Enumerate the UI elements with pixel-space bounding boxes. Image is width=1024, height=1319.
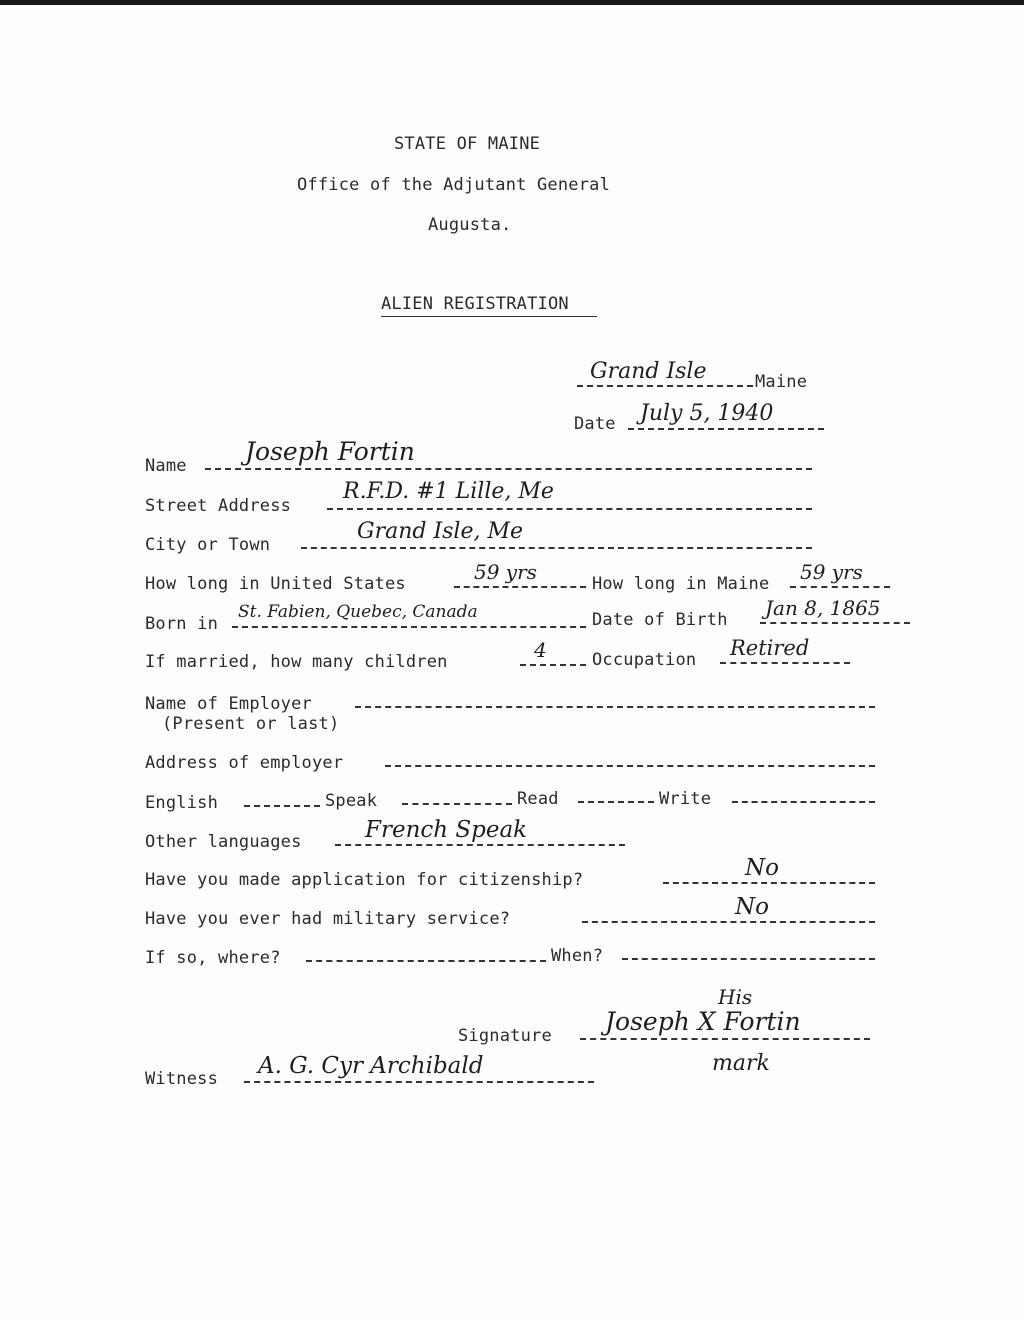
employer-address-label: Address of employer: [145, 753, 344, 773]
street-label: Street Address: [145, 496, 292, 516]
witness-value: A. G. Cyr Archibald: [258, 1053, 484, 1079]
write-line: [732, 801, 875, 803]
city-town-line: [301, 547, 812, 549]
write-label: Write: [659, 789, 712, 809]
if-so-where-line: [306, 960, 546, 962]
date-value: July 5, 1940: [640, 401, 774, 426]
occupation-label: Occupation: [592, 650, 697, 670]
when-label: When?: [551, 946, 604, 966]
street-value: R.F.D. #1 Lille, Me: [343, 479, 554, 504]
state-heading: STATE OF MAINE: [394, 134, 541, 154]
name-value: Joseph Fortin: [245, 437, 415, 466]
born-in-value: St. Fabien, Quebec, Canada: [238, 602, 478, 622]
maine-label: Maine: [755, 372, 808, 392]
signature-value: Joseph X Fortin: [605, 1007, 801, 1036]
how-long-us-value: 59 yrs: [474, 560, 537, 584]
street-line: [327, 508, 812, 510]
how-long-maine-value: 59 yrs: [800, 560, 863, 584]
how-long-maine-line: [790, 586, 890, 588]
born-in-label: Born in: [145, 614, 219, 634]
date-line: [628, 428, 824, 430]
town-value: Grand Isle: [590, 359, 707, 384]
office-heading: Office of the Adjutant General: [297, 175, 611, 195]
when-line: [622, 958, 875, 960]
read-label: Read: [517, 789, 559, 809]
born-in-line: [232, 626, 586, 628]
employer-address-line: [385, 765, 875, 767]
english-line: [244, 805, 320, 807]
date-of-birth-line: [760, 622, 910, 624]
signature-mark: mark: [712, 1051, 770, 1076]
children-value: 4: [534, 638, 547, 662]
form-title-underline: [381, 316, 597, 317]
signature-his: His: [718, 985, 753, 1009]
signature-line: [580, 1038, 870, 1040]
military-line: [582, 921, 875, 923]
date-of-birth-label: Date of Birth: [592, 610, 728, 630]
city-town-value: Grand Isle, Me: [357, 519, 524, 544]
read-line: [578, 801, 654, 803]
other-languages-line: [335, 844, 625, 846]
date-of-birth-value: Jan 8, 1865: [765, 596, 881, 620]
date-label: Date: [574, 414, 616, 434]
if-so-where-label: If so, where?: [145, 948, 281, 968]
occupation-line: [720, 662, 850, 664]
witness-label: Witness: [145, 1069, 219, 1089]
speak-label: Speak: [325, 791, 378, 811]
how-long-us-line: [454, 586, 586, 588]
english-label: English: [145, 793, 219, 813]
occupation-value: Retired: [730, 636, 810, 660]
name-line: [205, 468, 812, 470]
witness-line: [244, 1081, 594, 1083]
speak-line: [402, 803, 512, 805]
name-label: Name: [145, 456, 187, 476]
city-heading: Augusta.: [428, 215, 512, 235]
military-label: Have you ever had military service?: [145, 909, 511, 929]
employer-label: Name of Employer: [145, 694, 312, 714]
form-title: ALIEN REGISTRATION: [381, 294, 569, 314]
signature-label: Signature: [458, 1026, 552, 1046]
citizenship-value: No: [745, 855, 779, 881]
citizenship-line: [663, 882, 875, 884]
children-line: [520, 664, 586, 666]
citizenship-label: Have you made application for citizenship?: [145, 870, 584, 890]
city-town-label: City or Town: [145, 535, 271, 555]
military-value: No: [735, 894, 769, 920]
other-languages-label: Other languages: [145, 832, 302, 852]
how-long-us-label: How long in United States: [145, 574, 406, 594]
town-line: [577, 385, 753, 387]
employer-line: [355, 706, 875, 708]
employer-note: (Present or last): [162, 714, 340, 734]
how-long-maine-label: How long in Maine: [592, 574, 770, 594]
children-label: If married, how many children: [145, 652, 448, 672]
other-languages-value: French Speak: [365, 817, 528, 843]
